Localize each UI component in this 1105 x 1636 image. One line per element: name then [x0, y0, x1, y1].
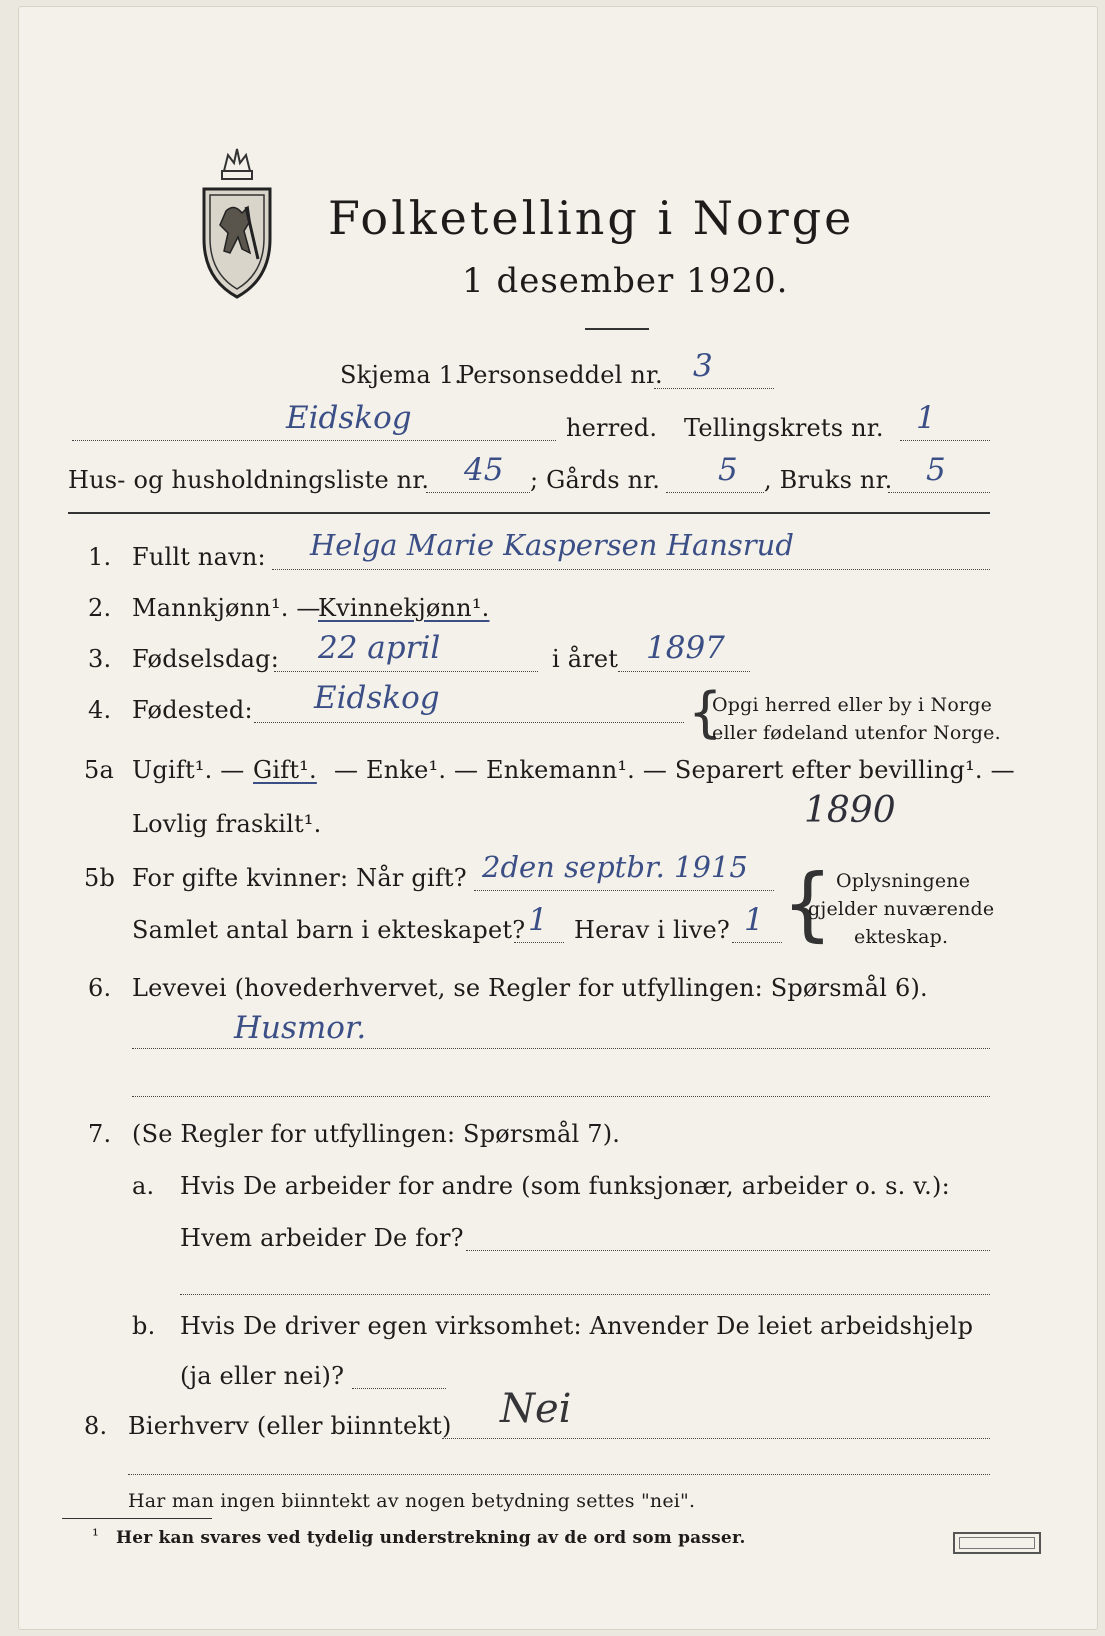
q5b-label: For gifte kvinner: Når gift?	[132, 864, 467, 892]
q5a-line2: Lovlig fraskilt¹.	[132, 810, 322, 838]
q1-number: 1.	[88, 543, 112, 571]
census-date: 1 desember 1920.	[462, 261, 789, 301]
q8-line	[442, 1438, 990, 1439]
q6-label: Levevei (hovederhvervet, se Regler for utfyllingen: Spørsmål 6).	[132, 974, 928, 1002]
gards-line	[666, 492, 764, 493]
gards-value: 5	[718, 452, 738, 488]
q3-year-value: 1897	[646, 630, 725, 666]
tellingskrets-value: 1	[916, 400, 936, 436]
q8-number: 8.	[84, 1412, 108, 1440]
q2-male: Mannkjønn¹. —	[132, 594, 321, 622]
q5b-children-value: 1	[528, 902, 548, 938]
q5b-alive-line	[732, 942, 782, 943]
q7a-line	[466, 1250, 990, 1251]
q5a-ugift: Ugift¹. —	[132, 756, 245, 784]
q3-number: 3.	[88, 645, 112, 673]
q4-value: Eidskog	[314, 680, 440, 716]
q7b-label: Hvis De driver egen virksomhet: Anvender De leiet arbeidshjelp	[180, 1312, 974, 1340]
q5a-margin-note: 1890	[804, 790, 896, 831]
q6-number: 6.	[88, 974, 112, 1002]
footer-note: Har man ingen biinntekt av nogen betydning settes "nei".	[128, 1490, 696, 1512]
q2-number: 2.	[88, 594, 112, 622]
q7a-line2: Hvem arbeider De for?	[180, 1224, 464, 1252]
bottom-divider	[128, 1474, 990, 1475]
q6-value: Husmor.	[234, 1010, 367, 1046]
q5b-alive-label: Herav i live?	[574, 916, 730, 944]
q5b-note-line2: gjelder nuværende	[808, 898, 995, 920]
personseddel-value: 3	[693, 348, 713, 384]
q7a-label: Hvis De arbeider for andre (som funksjonær, arbeider o. s. v.):	[180, 1172, 950, 1200]
coat-of-arms-icon	[196, 141, 278, 301]
q8-label: Bierhverv (eller biinntekt)	[128, 1412, 452, 1440]
q5b-brace: {	[782, 857, 833, 950]
q7a-extra-line	[180, 1294, 990, 1295]
q6-line1	[132, 1048, 990, 1049]
q4-label: Fødested:	[132, 696, 253, 724]
q1-value: Helga Marie Kaspersen Hansrud	[310, 528, 794, 562]
herred-value: Eidskog	[286, 400, 412, 436]
q1-label: Fullt navn:	[132, 543, 266, 571]
q3-label: Fødselsdag:	[132, 645, 279, 673]
q5b-line	[474, 890, 774, 891]
q7b-line	[352, 1388, 446, 1389]
q4-line	[254, 722, 684, 723]
herred-label: herred.	[566, 414, 658, 442]
q7-number: 7.	[88, 1120, 112, 1148]
census-form-page	[18, 6, 1098, 1630]
q5b-children-label: Samlet antal barn i ekteskapet?	[132, 916, 526, 944]
husholdning-value: 45	[464, 452, 504, 488]
tellingskrets-label: Tellingskrets nr.	[684, 414, 884, 442]
q3-year-line	[618, 671, 750, 672]
q5b-number: 5b	[84, 864, 116, 892]
q5a-number: 5a	[84, 756, 114, 784]
q5a-other-options: — Enke¹. — Enkemann¹. — Separert efter bevilling¹. —	[334, 756, 1015, 784]
q5a-gift-underlined: Gift¹.	[253, 756, 317, 784]
bruks-label: , Bruks nr.	[764, 466, 893, 494]
husholdning-line	[426, 492, 530, 493]
q7-label: (Se Regler for utfyllingen: Spørsmål 7).	[132, 1120, 621, 1148]
q5b-alive-value: 1	[744, 902, 764, 938]
title-divider	[585, 328, 649, 330]
gards-label: ; Gårds nr.	[530, 466, 661, 494]
form-title: Folketelling i Norge	[328, 191, 855, 245]
q7a-letter: a.	[132, 1172, 155, 1200]
header-divider	[68, 512, 990, 514]
herred-line	[72, 440, 556, 441]
footnote-rule	[62, 1518, 212, 1519]
q5b-value: 2den septbr. 1915	[482, 850, 748, 884]
q3-value: 22 april	[318, 630, 441, 666]
q5b-note-line3: ekteskap.	[854, 926, 949, 948]
q7b-line2: (ja eller nei)?	[180, 1362, 345, 1390]
q4-note-line2: eller fødeland utenfor Norge.	[712, 722, 1001, 744]
q8-value: Nei	[500, 1386, 572, 1432]
q3-line	[274, 671, 538, 672]
q4-number: 4.	[88, 696, 112, 724]
husholdning-label: Hus- og husholdningsliste nr.	[68, 466, 430, 494]
personseddel-line	[654, 388, 774, 389]
footnote-marker: ¹	[92, 1526, 100, 1546]
q5b-children-line	[514, 942, 564, 943]
q5b-note-line1: Oplysningene	[836, 870, 971, 892]
tellingskrets-line	[900, 440, 990, 441]
q2-female-underlined: Kvinnekjønn¹.	[318, 594, 490, 622]
q7b-letter: b.	[132, 1312, 156, 1340]
printer-stamp	[953, 1532, 1041, 1554]
bruks-line	[888, 492, 990, 493]
footnote-text: Her kan svares ved tydelig understrekning av de ord som passer.	[116, 1528, 746, 1548]
q3-year-label: i året	[552, 645, 619, 673]
q1-line	[272, 569, 990, 570]
q4-note-line1: Opgi herred eller by i Norge	[712, 694, 993, 716]
personseddel-label: Personseddel nr.	[458, 361, 663, 389]
schema-label: Skjema 1.	[340, 361, 463, 389]
q6-line2	[132, 1096, 990, 1097]
q4-brace: {	[688, 681, 723, 744]
bruks-value: 5	[926, 452, 946, 488]
